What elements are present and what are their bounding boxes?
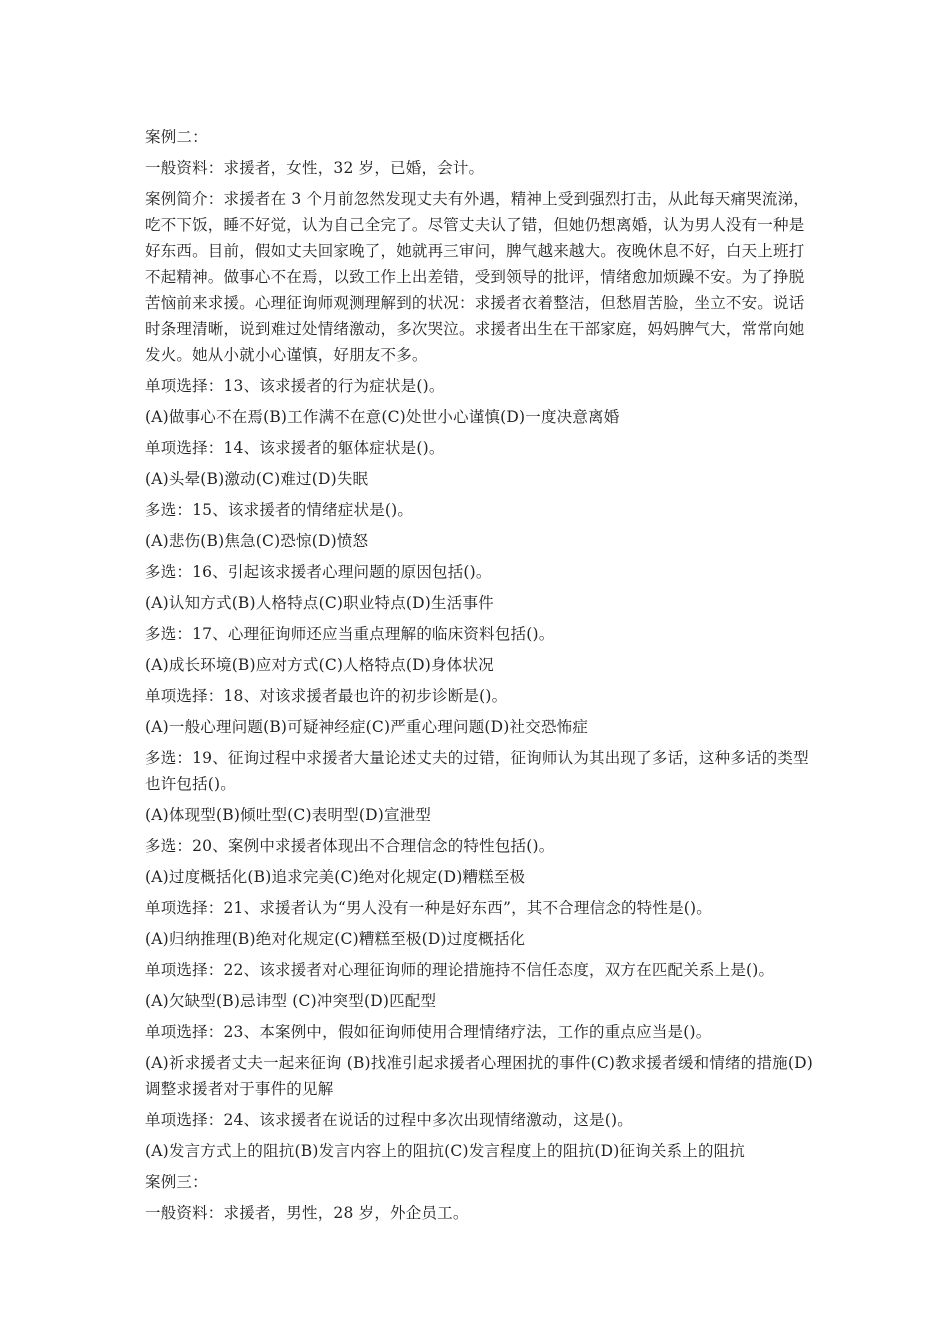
question-13: 单项选择：13、该求援者的行为症状是()。 bbox=[145, 377, 445, 395]
case-two-general-info: 一般资料：求援者，女性，32 岁，已婚，会计。 bbox=[145, 159, 485, 177]
question-24-options: (A)发言方式上的阻抗(B)发言内容上的阻抗(C)发言程度上的阻抗(D)征询关系上的阻抗 bbox=[145, 1142, 746, 1160]
question-17: 多选：17、心理征询师还应当重点理解的临床资料包括()。 bbox=[145, 625, 555, 643]
question-20-options: (A)过度概括化(B)追求完美(C)绝对化规定(D)糟糕至极 bbox=[145, 868, 526, 886]
question-18-options: (A)一般心理问题(B)可疑神经症(C)严重心理问题(D)社交恐怖症 bbox=[145, 718, 589, 736]
case-three-heading: 案例三： bbox=[145, 1173, 208, 1191]
case-two-summary: 案例简介：求援者在 3 个月前忽然发现丈夫有外遇，精神上受到强烈打击，从此每天痛哭流涕，吃不下饭，睡不好觉，认为自己全完了。尽管丈夫认了错，但她仍想离婚，认为男人没有一种是好东西。目前，假如丈夫回家晚了，她就再三审问，脾气越来越大。夜晚休息不好，白天上班打不起精神。做事心不在焉，以致工作上出差错，受到领导的批评，情绪愈加烦躁不安。为了挣脱苦恼前来求援。心理征询师观测理解到的状况：求援者衣着整洁，但愁眉苦脸，坐立不安。说话时条理清晰，说到难过处情绪激动，多次哭泣。求援者出生在干部家庭，妈妈脾气大，常常向她发火。她从小就小心谨慎，好朋友不多。 bbox=[145, 190, 810, 364]
question-15-options: (A)悲伤(B)焦急(C)恐惊(D)愤怒 bbox=[145, 532, 369, 550]
question-23-options: (A)祈求援者丈夫一起来征询 (B)找准引起求援者心理困扰的事件(C)教求援者缓和情绪的措施(D)调整求援者对于事件的见解 bbox=[145, 1054, 813, 1098]
question-21-options: (A)归纳推理(B)绝对化规定(C)糟糕至极(D)过度概括化 bbox=[145, 930, 526, 948]
question-15: 多选：15、该求援者的情绪症状是()。 bbox=[145, 501, 414, 519]
case-two-heading: 案例二： bbox=[145, 128, 208, 146]
question-24: 单项选择：24、该求援者在说话的过程中多次出现情绪激动，这是()。 bbox=[145, 1111, 633, 1129]
question-22-options: (A)欠缺型(B)忌讳型 (C)冲突型(D)匹配型 bbox=[145, 992, 437, 1010]
question-14-options: (A)头晕(B)激动(C)难过(D)失眠 bbox=[145, 470, 369, 488]
question-19-options: (A)体现型(B)倾吐型(C)表明型(D)宣泄型 bbox=[145, 806, 432, 824]
question-21: 单项选择：21、求援者认为“男人没有一种是好东西”，其不合理信念的特性是()。 bbox=[145, 899, 712, 917]
question-22: 单项选择：22、该求援者对心理征询师的理论措施持不信任态度，双方在匹配关系上是()。 bbox=[145, 961, 775, 979]
question-17-options: (A)成长环境(B)应对方式(C)人格特点(D)身体状况 bbox=[145, 656, 494, 674]
document-body bbox=[145, 124, 813, 1231]
case-three-general-info: 一般资料：求援者，男性，28 岁，外企员工。 bbox=[145, 1204, 469, 1222]
question-14: 单项选择：14、该求援者的躯体症状是()。 bbox=[145, 439, 445, 457]
question-19: 多选：19、征询过程中求援者大量论述丈夫的过错，征询师认为其出现了多话，这种多话的类型也许包括()。 bbox=[145, 749, 809, 793]
question-18: 单项选择：18、对该求援者最也许的初步诊断是()。 bbox=[145, 687, 508, 705]
question-16-options: (A)认知方式(B)人格特点(C)职业特点(D)生活事件 bbox=[145, 594, 494, 612]
question-20: 多选：20、案例中求援者体现出不合理信念的特性包括()。 bbox=[145, 837, 555, 855]
question-23: 单项选择：23、本案例中，假如征询师使用合理情绪疗法，工作的重点应当是()。 bbox=[145, 1023, 712, 1041]
question-16: 多选：16、引起该求援者心理问题的原因包括()。 bbox=[145, 563, 492, 581]
question-13-options: (A)做事心不在焉(B)工作满不在意(C)处世小心谨慎(D)一度决意离婚 bbox=[145, 408, 620, 426]
